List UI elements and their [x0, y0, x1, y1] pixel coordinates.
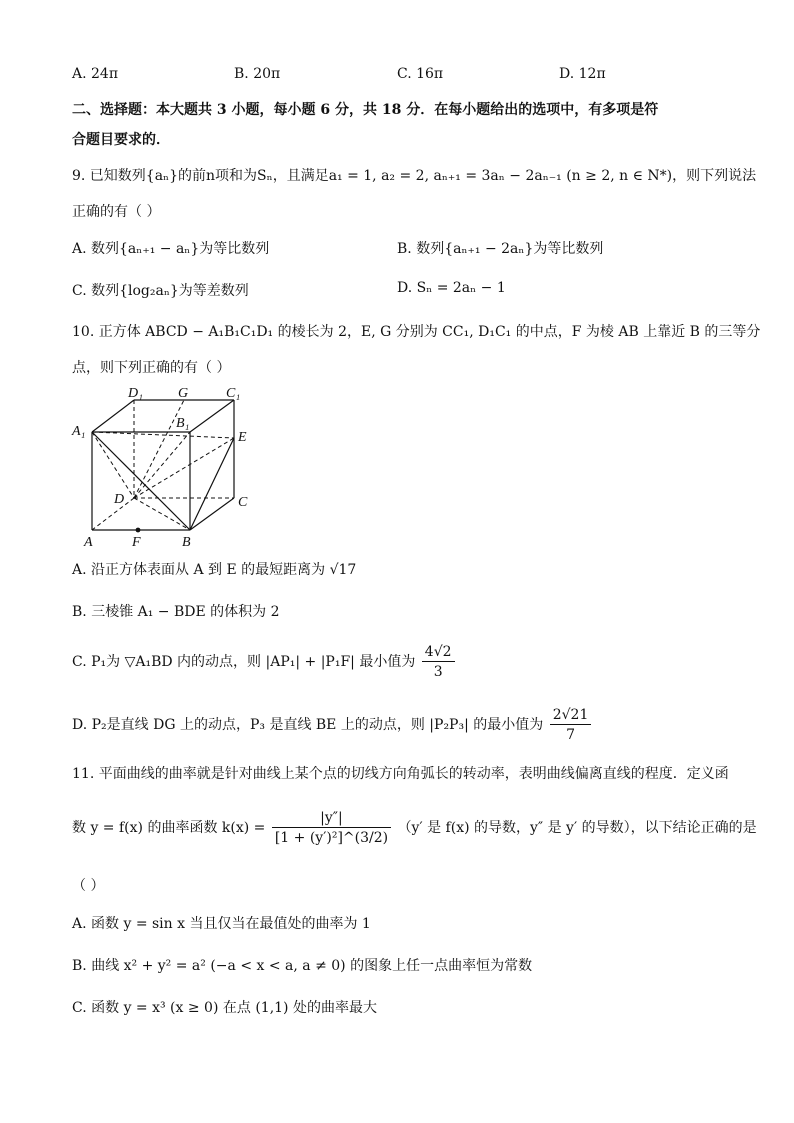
label-a: A [84, 535, 93, 548]
label-d1: D₁ [128, 388, 143, 401]
curvature-formula-fraction [272, 809, 391, 848]
label-c: C [238, 495, 248, 510]
q10-option-c-fraction [422, 643, 455, 682]
label-g: G [178, 388, 189, 401]
q9-option-b: B. 数列{aₙ₊₁ − 2aₙ}为等比数列 [397, 241, 604, 257]
fraction-denominator: 7 [566, 726, 575, 743]
q11-option-b: B. 曲线 x² + y² = a² (−a < x < a, a ≠ 0) 的图象上任一点曲率恒为常数 [72, 958, 533, 974]
q8-option-c: C. 16π [397, 66, 444, 82]
q10-option-d-fraction [550, 706, 592, 745]
section2-heading-line2: 合题目要求的． [72, 132, 170, 148]
q8-option-a: A. 24π [72, 66, 119, 82]
label-e: E [238, 430, 247, 445]
q10-option-c-text: C. P₁为 ▽A₁BD 内的动点，则 |AP₁| + |P₁F| 最小值为 [72, 654, 416, 670]
label-d: D [114, 492, 125, 507]
q11-stem-line2 [72, 800, 757, 856]
q10-option-d-text: D. P₂是直线 DG 上的动点，P₃ 是直线 BE 上的动点，则 |P₂P₃| 的最小值为 [72, 717, 544, 733]
q10-option-a: A. 沿正方体表面从 A 到 E 的最短距离为 √17 [72, 562, 357, 578]
q10-stem-line2: 点，则下列正确的有（ ） [72, 360, 231, 376]
q11-option-c: C. 函数 y = x³ (x ≥ 0) 在点 (1,1) 处的曲率最大 [72, 1000, 377, 1016]
fraction-numerator: 4√2 [422, 643, 455, 662]
q11-option-a: A. 函数 y = sin x 当且仅当在最值处的曲率为 1 [72, 916, 371, 932]
q10-option-d [72, 705, 593, 745]
fraction-denominator: [1 + (y′)²]^(3/2) [274, 829, 389, 846]
fraction-denominator: 3 [433, 663, 443, 680]
q8-option-d: D. 12π [559, 66, 606, 82]
label-f: F [132, 535, 141, 548]
q11-stem-line1: 11. 平面曲线的曲率就是针对曲线上某个点的切线方向角弧长的转动率，表明曲线偏离直线的程度．定义函 [72, 766, 729, 782]
fraction-numerator: |y″| [272, 809, 391, 828]
fraction-numerator: 2√21 [550, 706, 592, 725]
cube-figure [68, 388, 258, 548]
label-c1: C₁ [226, 388, 241, 401]
q8-option-b: B. 20π [234, 66, 281, 82]
q11-stem-line3: （ ） [72, 878, 105, 894]
q9-option-c: C. 数列{log₂aₙ}为等差数列 [72, 283, 249, 299]
q10-option-b: B. 三棱锥 A₁ − BDE 的体积为 2 [72, 604, 280, 620]
q9-stem-line1: 9. 已知数列{aₙ}的前n项和为Sₙ，且满足a₁ = 1, a₂ = 2, aₙ₊₁ = 3aₙ − 2aₙ₋₁ (n ≥ 2, n ∈ N*)，则下列说法 [72, 168, 757, 184]
label-b: B [182, 535, 191, 548]
q9-options-row1 [72, 238, 732, 258]
label-b1: B₁ [176, 416, 190, 431]
q10-option-c [72, 642, 457, 682]
q9-stem-line2: 正确的有（ ） [72, 204, 161, 220]
point-f-marker [136, 528, 141, 533]
q11-stem-line2-suffix: （y′ 是 f(x) 的导数，y″ 是 y′ 的导数），以下结论正确的是 [397, 820, 757, 836]
q9-option-d: D. Sₙ = 2aₙ − 1 [397, 280, 506, 296]
q9-options-row2 [72, 280, 732, 300]
q9-option-a: A. 数列{aₙ₊₁ − aₙ}为等比数列 [72, 241, 270, 257]
label-a1: A₁ [72, 424, 86, 439]
section2-heading-line1: 二、选择题：本大题共 3 小题，每小题 6 分，共 18 分．在每小题给出的选项中，有多项是符 [72, 102, 659, 118]
q11-stem-line2-prefix: 数 y = f(x) 的曲率函数 k(x) = [72, 820, 266, 836]
q10-stem-line1: 10. 正方体 ABCD − A₁B₁C₁D₁ 的棱长为 2，E, G 分别为 CC₁, D₁C₁ 的中点，F 为棱 AB 上靠近 B 的三等分 [72, 324, 761, 340]
q8-options [72, 66, 732, 86]
